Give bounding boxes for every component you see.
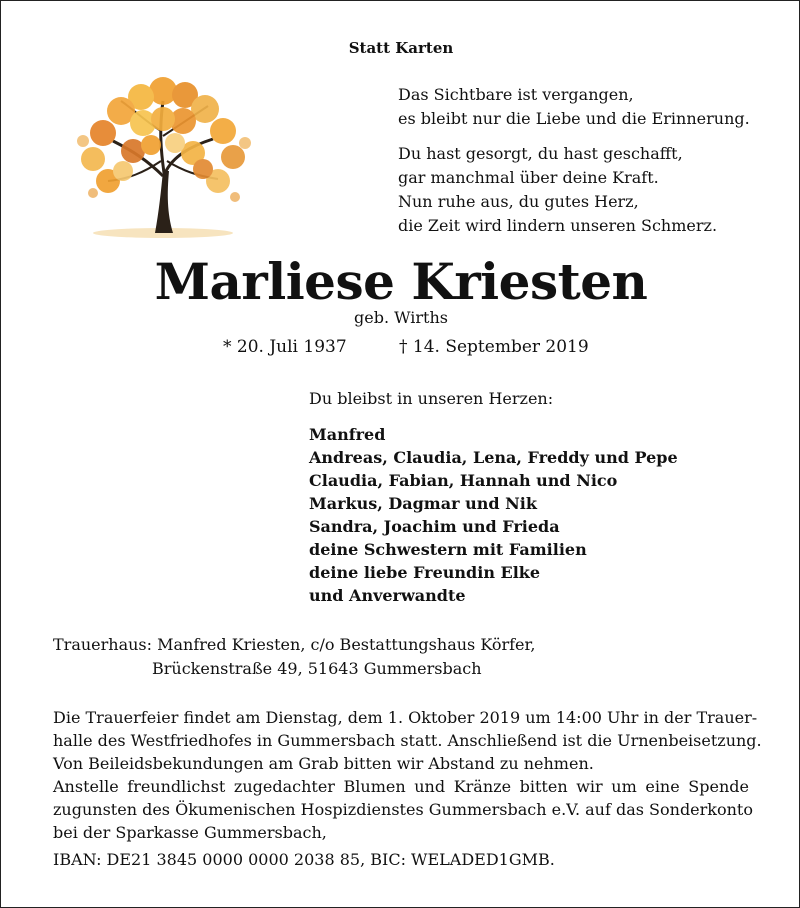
mourner-name: und Anverwandte xyxy=(309,586,466,605)
mourner-name: Markus, Dagmar und Nik xyxy=(309,494,537,513)
donation-line: Anstelle freundlichst zugedachter Blumen und Kränze bitten wir um eine Spende xyxy=(53,777,749,796)
mourners-intro: Du bleibst in unseren Herzen: xyxy=(309,389,554,408)
service-paragraph xyxy=(53,706,762,775)
poem-line: Nun ruhe aus, du gutes Herz, xyxy=(398,192,639,211)
poem-line: die Zeit wird lindern unseren Schmerz. xyxy=(398,216,718,235)
death-date: † 14. September 2019 xyxy=(399,337,589,357)
poem-stanza-1 xyxy=(398,83,750,131)
address-line: Brückenstraße 49, 51643 Gummersbach xyxy=(152,659,482,678)
service-line: halle des Westfriedhofes in Gummersbach statt. Anschließend ist die Urnenbeisetzung. xyxy=(53,731,762,750)
donation-line: bei der Sparkasse Gummersbach, xyxy=(53,823,327,842)
service-line: Die Trauerfeier findet am Dienstag, dem 1. Oktober 2019 um 14:00 Uhr in der Trauer- xyxy=(53,708,758,727)
autumn-tree-illustration xyxy=(63,61,258,246)
deceased-name: Marliese Kriesten xyxy=(154,252,648,311)
birth-name: geb. Wirths xyxy=(354,308,448,327)
mourner-name: Sandra, Joachim und Frieda xyxy=(309,517,560,536)
poem-line: es bleibt nur die Liebe und die Erinnerung. xyxy=(398,109,750,128)
poem-line: Das Sichtbare ist vergangen, xyxy=(398,85,634,104)
donation-line: zugunsten des Ökumenischen Hospizdienstes Gummersbach e.V. auf das Sonderkonto xyxy=(53,800,753,819)
mourner-name: Manfred xyxy=(309,425,386,444)
poem-line: gar manchmal über deine Kraft. xyxy=(398,168,659,187)
mourner-name: deine Schwestern mit Familien xyxy=(309,540,587,559)
mourner-name: Claudia, Fabian, Hannah und Nico xyxy=(309,471,618,490)
bank-details: IBAN: DE21 3845 0000 0000 2038 85, BIC: WELADED1GMB. xyxy=(53,850,555,869)
address-line: Trauerhaus: Manfred Kriesten, c/o Bestattungshaus Körfer, xyxy=(53,635,536,654)
service-line: Von Beileidsbekundungen am Grab bitten wir Abstand zu nehmen. xyxy=(53,754,594,773)
mourner-name: deine liebe Freundin Elke xyxy=(309,563,541,582)
birth-date: * 20. Juli 1937 xyxy=(223,337,347,357)
mourner-name: Andreas, Claudia, Lena, Freddy und Pepe xyxy=(309,448,678,467)
donation-paragraph xyxy=(53,775,753,844)
header-label: Statt Karten xyxy=(348,39,454,57)
mourners-list xyxy=(309,423,678,607)
poem-stanza-2 xyxy=(398,142,717,238)
poem-line: Du hast gesorgt, du hast geschafft, xyxy=(398,144,683,163)
mourning-house-address xyxy=(53,633,536,681)
